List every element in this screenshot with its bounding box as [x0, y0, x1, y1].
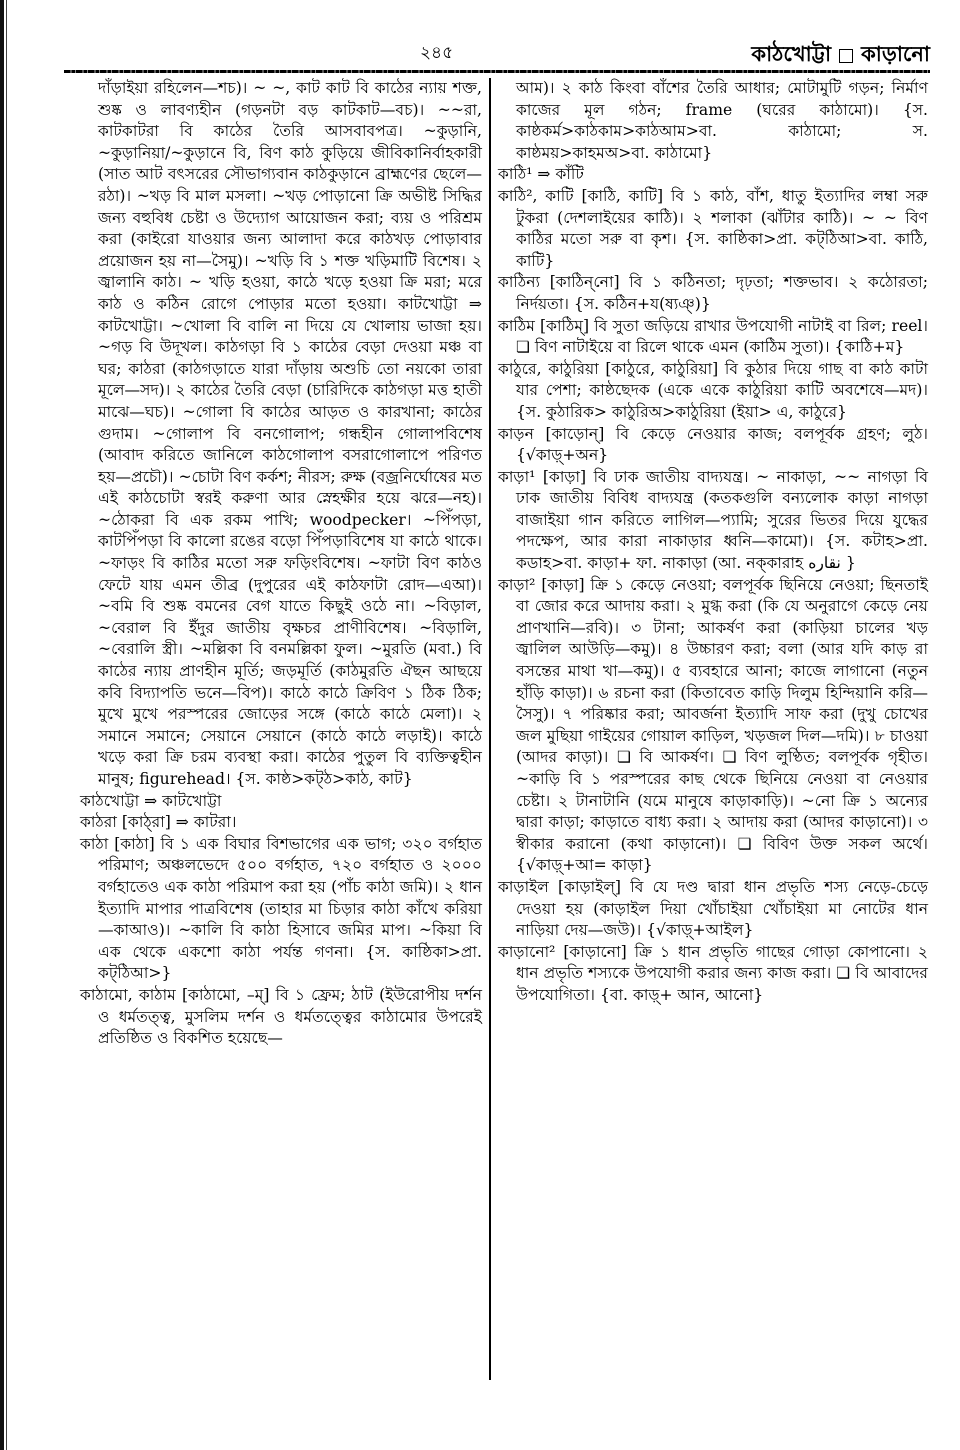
dictionary-entry: কাড়া² [কাড়া] ক্রি ১ কেড়ে নেওয়া; বলপূর্বক ছিনিয়ে নেওয়া; ছিনতাই বা জোর করে আদায় করা। ২ মুগ্ধ করা (কি যে অনুরাগে কেড়ে নেয় প্রাণখানি—রবি)। ৩ টানা; আকর্ষণ করা (কাড়িয়া চালের খড় জ্বালিল আউড়ি—কমু)। ৪ উচ্চারণ করা; বলা (আর যদি কাড় রা বসন্তের মাথা খা—কমু)। ৫ ব্যবহারে আনা; কাজে লাগানো (নতুন হাঁড়ি কাড়া)। ৬ রচনা করা (কিতাবেত কাড়ি দিলুম হিন্দিয়ানি করি—সৈসু)। ৭ পরিষ্কার করা; আবর্জনা ইত্যাদি সাফ করা (দুখু চোখের জল মুছিয়া গাইয়ের গোয়াল কাড়িল, খড়জল দিল—দমি)। ৮ চাওয়া (আদর কাড়া)। ❏ বি আকর্ষণ। ❏ বিণ লুণ্ঠিত; বলপূর্বক গৃহীত। ~কাড়ি বি ১ পরস্পরের কাছ থেকে ছিনিয়ে নেওয়া বা নেওয়ার চেষ্টা। ২ টানাটানি (যমে মানুষে কাড়াকাড়ি)। ~নো ক্রি ১ অন্যের দ্বারা কাড়া; কাড়াতে বাধ্য করা। ২ আদায় করা (আদর কাড়ানো)। ৩ স্বীকার করানো (কথা কাড়ানো)। ❏ বিবিণ উক্ত সকল অর্থে। {√কাড়্‌+আ= কাড়া} — [498, 575, 928, 875]
dictionary-entry: কাঠি¹ ⇒ কাঁটি — [498, 165, 584, 184]
separator-box-icon — [839, 49, 853, 63]
dictionary-entry: কাঠামো, কাঠাম [কাঠামো, –ম্‌] বি ১ ফ্রেম; ঠাট (ইউরোপীয় দর্শন ও ধর্মতত্ত্ব, মুসলিম দর্শন ও ধর্মতত্ত্বের কাঠামোর উপরেই প্রতিষ্ঠিত ও বিকশিত হয়েছে— — [80, 985, 482, 1048]
dictionary-entry: কাঠরা [কাঠ্‌রা] ⇒ কাটরা। — [80, 813, 237, 832]
page-number: ২৪৫ — [420, 43, 454, 63]
column-divider — [489, 78, 491, 1380]
header-rule — [64, 70, 930, 73]
dictionary-entry: কাঠুরে, কাঠুরিয়া [কাঠুরে, কাঠুরিয়া] বি কুঠার দিয়ে গাছ বা কাঠ কাটা যার পেশা; কাষ্ঠছেদক (একে একে কাঠুরিয়া কাটি অবশেষে—মদ)। {স. কুঠারিক> কাঠুরিঅ>কাঠুরিয়া (ইয়া> এ, কাঠুরে} — [498, 359, 928, 421]
dictionary-entry: কাড়ন [কাড়োন্‌] বি কেড়ে নেওয়ার কাজ; বলপূর্বক গ্রহণ; লুঠ। {√কাড়্‌+অন} — [498, 424, 928, 465]
dictionary-entry: দাঁড়াইয়া রহিলেন—শচ)। ~ ~, কাট কাট বি কাঠের ন্যায় শক্ত, শুষ্ক ও লাবণ্যহীন (গড়নটা বড় কাটকাট—বচ)। ~~রা, কাটকাটরা বি কাঠের তৈরি আসবাবপত্র। ~কুড়ানি, ~কুড়ানিয়া/~কুড়ানে বি, বিণ কাঠ কুড়িয়ে জীবিকানির্বাহকারী (সাত আট বৎসরের সৌভাগ্যবান কাঠকুড়ানে ব্রাহ্মণের ছেলে—রঠা)। ~খড় বি মাল মসলা। ~খড় পোড়ানো ক্রি অভীষ্ট সিদ্ধির জন্য বহুবিধ চেষ্টা ও উদ্যোগ আয়োজন করা; ব্যয় ও পরিশ্রম করা (কাইরো যাওয়ার জন্য আলাদা করে কাঠখড় পোড়াবার প্রয়োজন হয় না—সৈমু)। ~খড়ি বি ১ শক্ত খড়িমাটি বিশেষ। ২ জ্বালানি কাঠ। ~ খড়ি হওয়া, কাঠে খড়ে হওয়া ক্রি মরা; মরে কাঠ ও কঠিন রোগে পোড়ার মতো হওয়া। কাটখোট্টা ⇒ কাটখোট্টা। ~খোলা বি বালি না দিয়ে যে খোলায় ভাজা হয়। ~গড় বি উদূখল। কাঠগড়া বি ১ কাঠের বেড়া দেওয়া মঞ্চ বা ঘর; কাঠরা (কাঠগড়াতে যারা দাঁড়ায় অশুচি তো নয়কো তারা মূলে—সদ)। ২ কাঠের তৈরি বেড়া (চারিদিকে কাঠগড়া মত্ত হাতী মাঝে—ঘচ)। ~গোলা বি কাঠের আড়ত ও কারখানা; কাঠের গুদাম। ~গোলাপ বি বনগোলাপ; গন্ধহীন গোলাপবিশেষ (আবাদ করিতে জানিলে কাঠগোলাপ বসরাগোলাপে পরিণত হয়—প্রচৌ)। ~চোটা বিণ কর্কশ; নীরস; রুক্ষ (বজ্রনির্ঘোষের মত এই কাঠচোটা স্বরই করুণা আর স্নেহক্ষীর হয়ে ঝরে—নহ)। ~ঠোকরা বি এক রকম পাখি; woodpecker। ~পিঁপড়া, কাটপিঁপড়া বি কালো রঙের বড়ো পিঁপড়াবিশেষ যা কাঠে থাকে। ~ফাড়ং বি কাঠির মতো সরু ফড়িংবিশেষ। ~ফাটা বিণ কাঠও ফেটে যায় এমন তীব্র (দুপুরের এই কাঠফাটা রোদ—এআ)। ~বমি বি শুষ্ক বমনের বেগ যাতে কিছুই ওঠে না। ~বিড়াল, ~বেরাল বি ইঁদুর জাতীয় বৃক্ষচর প্রাণীবিশেষ। ~বিড়ালি, ~বেরালি স্ত্রী। ~মল্লিকা বি বনমল্লিকা ফুল। ~মুরতি (মবা.) বি কাঠের ন্যায় প্রাণহীন মূর্তি; জড়মূর্তি (কাঠমুরতি ঐছন আছয়ে কবি বিদ্যাপতি ভনে—বিপ)। কাঠে কাঠে ক্রিবিণ ১ ঠিক ঠিক; মুখে মুখে পরস্পরের জোড়ের সঙ্গে (কাঠে কাঠে মেলা)। ২ সমানে সমানে; সেয়ানে সেয়ানে (কাঠে কাঠে লড়াই)। কাঠে খড়ে করা ক্রি চরম ব্যবস্থা করা। কাঠের পুতুল বি ব্যক্তিত্বহীন মানুষ; figurehead। {স. কাষ্ঠ>কট্‌ঠ>কাঠ, কাট} — [98, 79, 482, 788]
dictionary-entry: কাঠিন্য [কাঠিন্‌নো] বি ১ কঠিনতা; দৃঢ়তা; শক্তভাব। ২ কঠোরতা; নির্দয়তা। {স. কঠিন+য(ষ্যঞ্)} — [498, 273, 928, 313]
dictionary-entry: কাঠি², কাটি [কাঠি, কাটি] বি ১ কাঠ, বাঁশ, ধাতু ইত্যাদির লম্বা সরু টুকরা (দেশলাইয়ের কাঠি)। ২ শলাকা (ঝাঁটার কাঠি)। ~ ~ বিণ কাঠির মতো সরু বা কৃশ। {স. কাষ্ঠিকা>প্রা. কট্‌ঠিআ>বা. কাঠি, কাটি} — [498, 186, 928, 270]
right-column — [498, 78, 928, 1007]
dictionary-entry: কাড়া¹ [কাড়া] বি ঢাক জাতীয় বাদ্যযন্ত্র। ~ নাকাড়া, ~~ নাগড়া বি ঢাক জাতীয় বিবিধ বাদ্যযন্ত্র (কতকগুলি বন্যলোক কাড়া নাগড়া বাজাইয়া গান করিতে লাগিল—প্যামি; সুরের ভিতর দিয়ে যুদ্ধের পদক্ষেপ, আর কারা নাকাড়ার ধ্বনি—কামো)। {স. কটাহ>প্রা. কডাহ>বা. কাড়া+ ফা. নাকাড়া (আ. নক্‌কারাহ نقاره } — [498, 467, 928, 573]
dictionary-entry: কাঠিম [কাঠিম্‌] বি সুতা জড়িয়ে রাখার উপযোগী নাটাই বা রিল; reel। ❏ বিণ নাটাইয়ে বা রিলে থাকে এমন (কাঠিম সুতা)। {কাঠি+ম} — [498, 316, 928, 357]
left-column — [80, 78, 482, 1050]
page-edge-line — [6, 0, 7, 1450]
dictionary-entry: কাঠখোট্টা ⇒ কাটখোট্টা — [80, 791, 222, 810]
page-header — [0, 38, 960, 68]
running-head — [751, 38, 930, 73]
dictionary-entry: কাড়াইল [কাড়াইল্‌] বি যে দণ্ড দ্বারা ধান প্রভৃতি শস্য নেড়ে-চেড়ে দেওয়া হয় (কাড়াইল দিয়া খোঁচাইয়া খোঁচাইয়া মা নোটের ধান নাড়িয়া দেয়—জউ)। {√কাড়্‌+আইল} — [498, 877, 928, 940]
dictionary-entry: আম)। ২ কাঠ কিংবা বাঁশের তৈরি আধার; মোটামুটি গড়ন; নির্মাণ কাজের মূল গঠন; frame (ঘরের কাঠামো)। {স. কাষ্ঠকর্ম>কাঠকাম>কাঠআম>বা. কাঠামো; স. কাষ্ঠময়>কাহমঅ>বা. কাঠামো} — [516, 79, 928, 162]
running-head-first-word: কাঠখোট্টা — [751, 41, 832, 66]
page-edge-shadow — [0, 0, 4, 1450]
dictionary-entry: কাড়ানো² [কাড়ানো] ক্রি ১ ধান প্রভৃতি গাছের গোড়া কোপানো। ২ ধান প্রভৃতি শস্যকে উপযোগী করার জন্য কাজ করা। ❏ বি আবাদের উপযোগিতা। {বা. কাড়্‌+ আন, আনো} — [498, 942, 928, 1004]
dictionary-entry: কাঠা [কাঠা] বি ১ এক বিঘার বিশভাগের এক ভাগ; ৩২০ বর্গহাত পরিমাণ; অঞ্চলভেদে ৫০০ বর্গহাত, ৭২০ বর্গহাত ও ২০০০ বর্গহাতেও এক কাঠা পরিমাপ করা হয় (পাঁচ কাঠা জমি)। ২ ধান ইত্যাদি মাপার পাত্রবিশেষ (তাহার মা চিড়ার কাঠা কাঁখে করিয়া—কাআও)। ~কালি বি কাঠা হিসাবে জমির মাপ। ~কিয়া বি এক থেকে একশো কাঠা পর্যন্ত গণনা। {স. কাষ্ঠিকা>প্রা. কট্‌ঠিআ>} — [80, 834, 482, 983]
running-head-last-word: কাড়ানো — [861, 41, 930, 66]
